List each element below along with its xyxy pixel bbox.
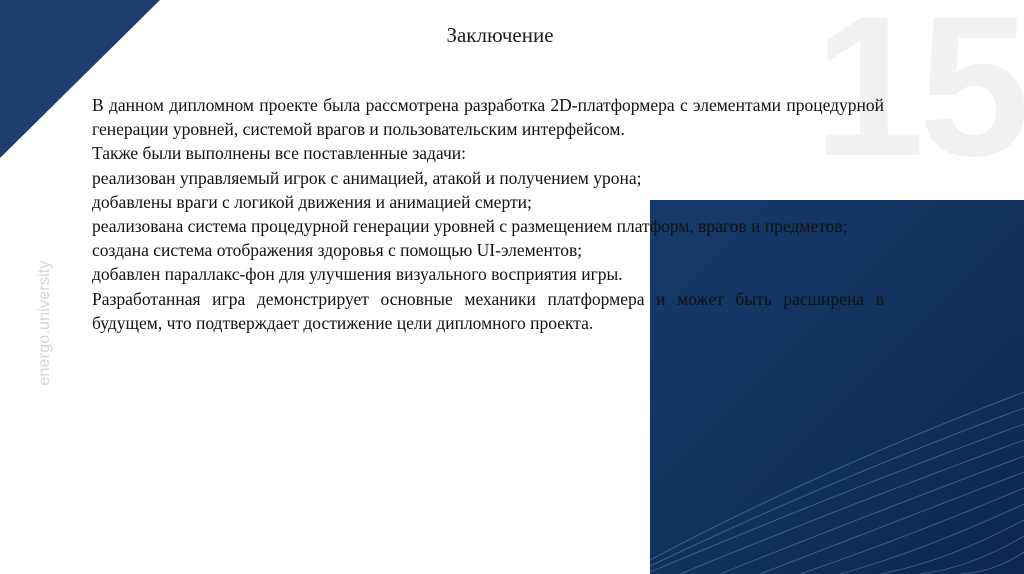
task-item-player: реализован управляемый игрок с анимацией, атакой и получением урона; xyxy=(92,167,642,188)
brand-label: energo.university xyxy=(36,260,53,386)
slide-number: 15 xyxy=(813,0,1024,198)
task-item-parallax: добавлен параллакс-фон для улучшения визуального восприятия игры. xyxy=(92,264,623,285)
task-item-procedural-generation: реализована система процедурной генерации уровней с размещением платформ, врагов и предметов; xyxy=(92,216,848,237)
paragraph-tasks-heading: Также были выполнены все поставленные задачи: xyxy=(92,143,467,164)
task-item-enemies: добавлены враги с логикой движения и анимацией смерти; xyxy=(92,191,532,212)
task-item-health-ui: создана система отображения здоровья с помощью UI-элементов; xyxy=(92,240,583,261)
conclusion-text xyxy=(92,93,884,335)
paragraph-conclusion: Разработанная игра демонстрирует основные механики платформера и может быть расширена в будущем, что подтверждает достижение цели дипломного проекта. xyxy=(92,288,884,333)
slide-title: Заключение xyxy=(446,23,554,47)
paragraph-intro: В данном дипломном проекте была рассмотрена разработка 2D-платформера с элементами процедурной генерации уровней, системой врагов и пользовательским интерфейсом. xyxy=(92,95,884,140)
